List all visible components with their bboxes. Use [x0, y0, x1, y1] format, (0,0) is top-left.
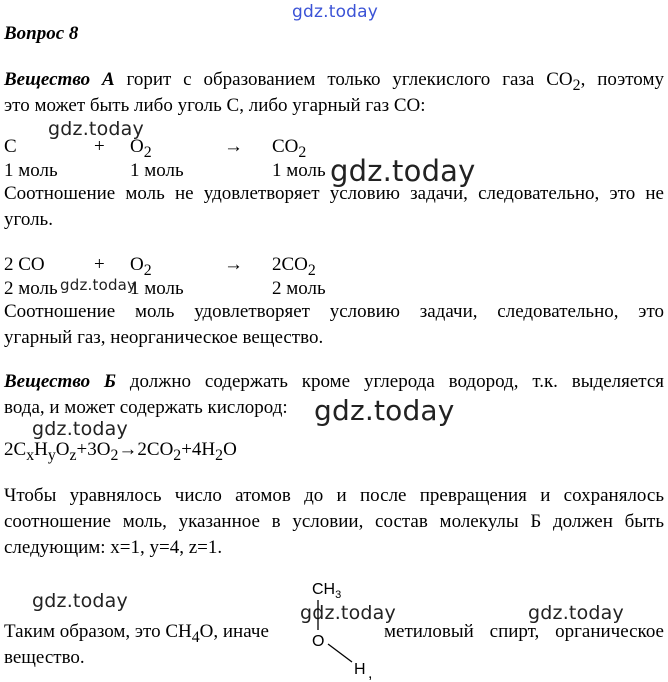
eq2-plus: +: [94, 254, 105, 275]
watermark-3: gdz.today: [60, 276, 137, 294]
question-title: Вопрос 8: [4, 23, 79, 44]
paragraph-line1: Чтобы уравнялось число атомов до и после превращения и сохранялось: [4, 485, 664, 506]
eq2-reactant1: 2 CO: [4, 254, 45, 275]
conclusion1-line2: уголь.: [4, 209, 53, 230]
substance-a-intro-line2: это может быть либо уголь С, либо угарный газ СО:: [4, 95, 426, 116]
co2-subscript: 2: [572, 76, 581, 94]
eq2-mol3: 2 моль: [272, 278, 326, 299]
substance-a-label: Вещество А: [4, 69, 115, 90]
substance-b-text: должно содержать кроме углерода водород, т.к. выделяется: [116, 371, 664, 392]
eq2-product: $2CO_2$: [272, 254, 316, 279]
watermark-5: gdz.today: [32, 418, 128, 440]
comma-label: ,: [368, 665, 373, 680]
substance-b-label: Вещество Б: [4, 371, 116, 392]
intro-text: горит с образованием только углекислого газа СО: [114, 69, 573, 90]
watermark-4: gdz.today: [314, 394, 455, 427]
substance-b-line1: [4, 370, 664, 394]
watermark-6: gdz.today: [32, 590, 128, 612]
eq2-arrow: →: [224, 254, 243, 275]
watermark-1: gdz.today: [48, 118, 144, 140]
eq2-reactant2: $O_2$: [130, 254, 152, 279]
eq1-product: $CO_2$: [272, 136, 307, 161]
eq1-mol1: 1 моль: [4, 160, 58, 181]
watermark-8: gdz.today: [528, 602, 624, 624]
final-line2: вещество.: [4, 647, 85, 668]
conclusion2-line2: угарный газ, неорганическое вещество.: [4, 327, 324, 348]
bond-o-h: [328, 644, 352, 662]
final-line-end: метиловый спирт, органическое: [384, 621, 664, 642]
equation-b: $2C_xH_yO_z+3O_2\to 2CO_2+4H_2O$: [4, 439, 237, 464]
ch3-label: $CH_3$: [312, 581, 342, 601]
eq1-mol2: 1 моль: [130, 160, 184, 181]
watermark-7: gdz.today: [300, 602, 396, 624]
watermark-2: gdz.today: [330, 154, 476, 188]
paragraph-line3: следующим: x=1, y=4, z=1.: [4, 537, 223, 558]
eq2-mol1: 2 моль: [4, 278, 58, 299]
eq1-reactant1: С: [4, 136, 17, 157]
eq1-plus: +: [94, 136, 105, 157]
eq1-reactant2: $O_2$: [130, 136, 152, 161]
paragraph-line2: соотношение моль, указанное в условии, состав молекулы Б должен быть: [4, 511, 664, 532]
conclusion2-line1: Соотношение моль удовлетворяет условию задачи, следовательно, это: [4, 301, 664, 322]
intro-end: , поэтому: [580, 69, 664, 90]
h-label: H: [354, 661, 366, 678]
substance-b-line2: вода, и может содержать кислород:: [4, 397, 288, 418]
eq1-mol3: 1 моль: [272, 160, 326, 181]
final-line-start: Таким образом, это $СН_4О$, иначе: [4, 621, 269, 646]
methanol-structure: [296, 574, 386, 680]
eq2-mol2: 1 моль: [130, 278, 184, 299]
o-label: O: [312, 633, 325, 650]
watermark-top: gdz.today: [292, 2, 379, 22]
conclusion1-line1: Соотношение моль не удовлетворяет условию задачи, следовательно, это не: [4, 183, 664, 204]
eq1-arrow: →: [224, 136, 243, 157]
